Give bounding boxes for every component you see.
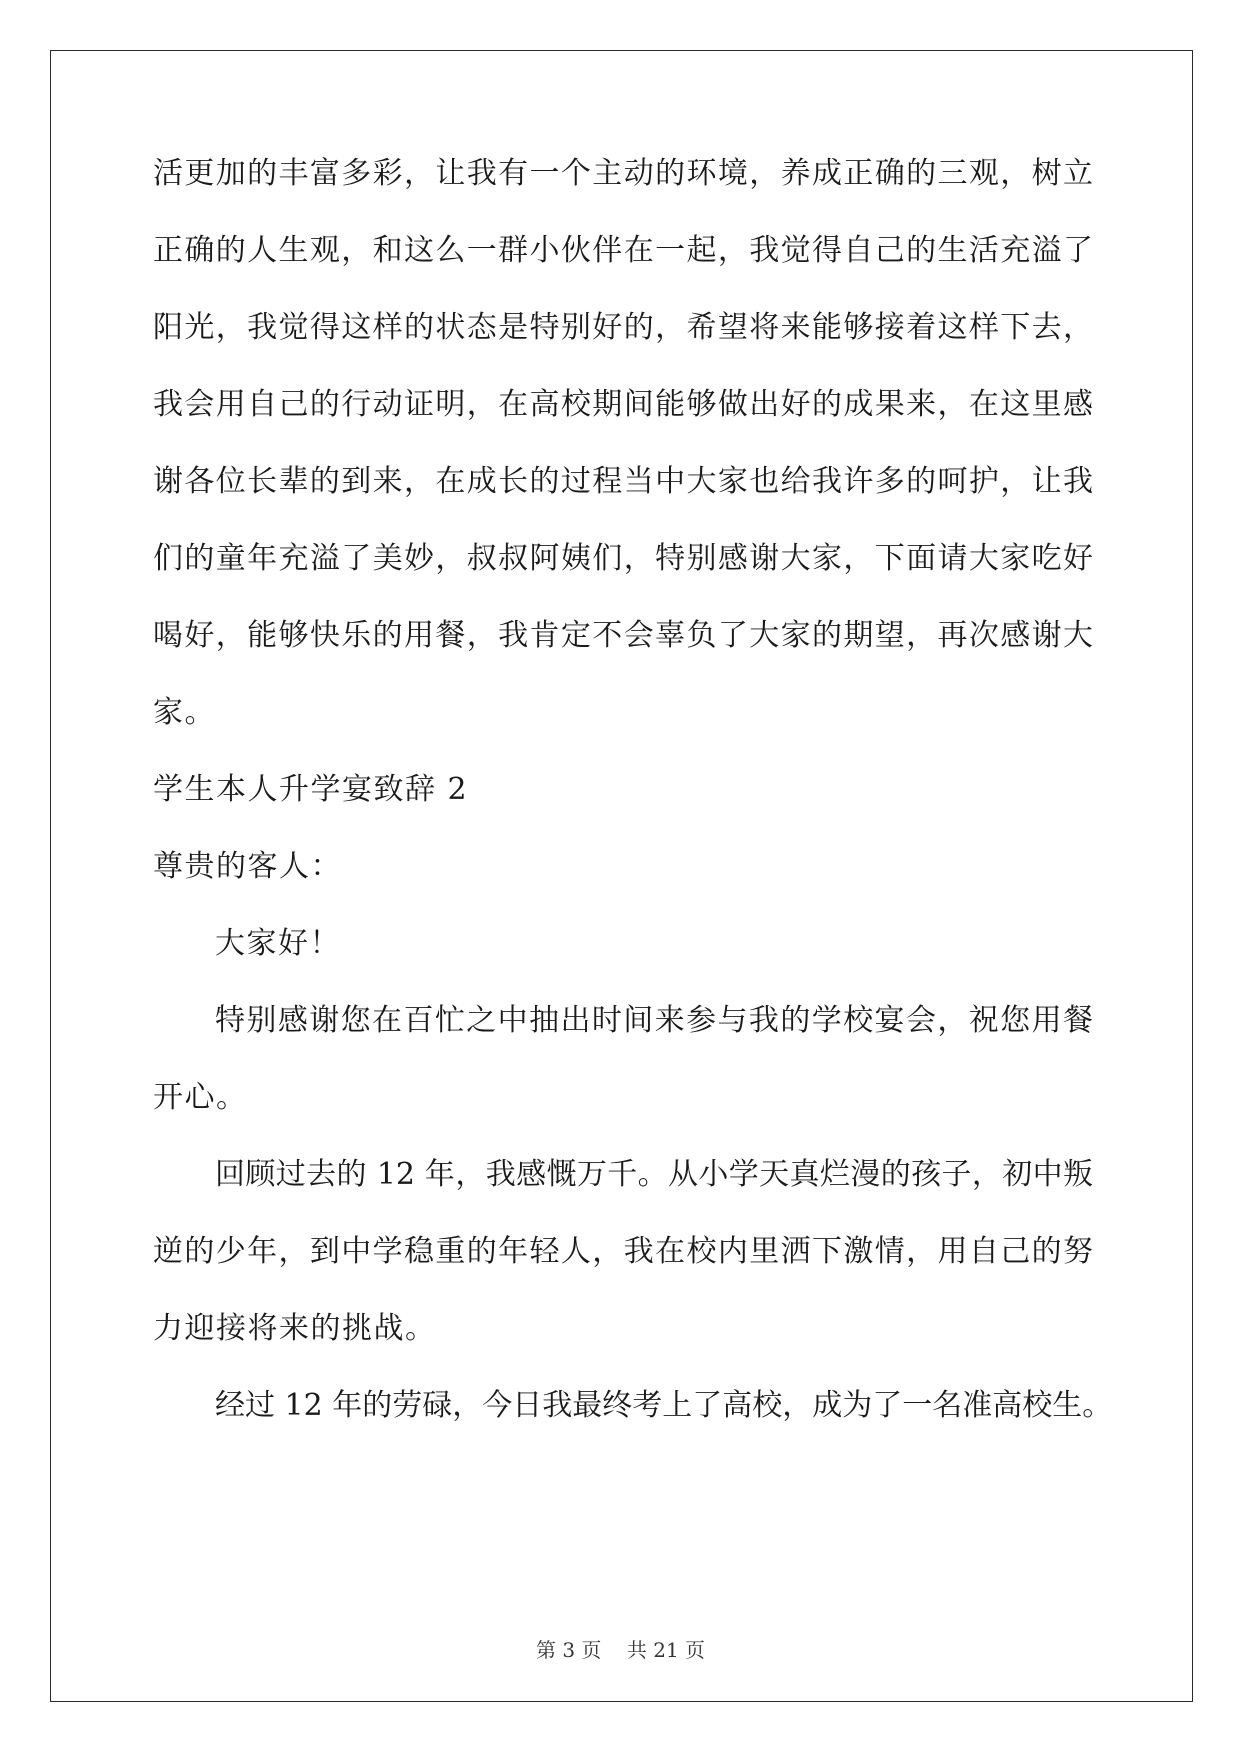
- greeting: 大家好！: [215, 926, 341, 961]
- page-number: 第 3 页: [535, 1638, 602, 1662]
- paragraph-line: 开心。: [153, 1080, 248, 1115]
- paragraph-line: 力迎接将来的挑战。: [153, 1311, 437, 1346]
- paragraph-line: 阳光，我觉得这样的状态是特别好的，希望将来能够接着这样下去，: [153, 310, 1093, 345]
- paragraph-line: 正确的人生观，和这么一群小伙伴在一起，我觉得自己的生活充溢了: [153, 233, 1093, 268]
- paragraph-line: 逆的少年，到中学稳重的年轻人，我在校内里洒下激情，用自己的努: [153, 1234, 1093, 1269]
- page-footer: [0, 1634, 1241, 1663]
- paragraph-line: 谢各位长辈的到来，在成长的过程当中大家也给我许多的呵护，让我: [153, 464, 1093, 499]
- paragraph-line: 喝好，能够快乐的用餐，我肯定不会辜负了大家的期望，再次感谢大: [153, 618, 1093, 653]
- paragraph-line: 特别感谢您在百忙之中抽出时间来参与我的学校宴会，祝您用餐: [215, 1003, 1093, 1038]
- paragraph-line: 家。: [153, 695, 216, 730]
- document-body: [153, 155, 1113, 1464]
- section-heading: 学生本人升学宴致辞 2: [153, 772, 469, 807]
- paragraph-line: 回顾过去的 12 年，我感慨万千。从小学天真烂漫的孩子，初中叛: [215, 1157, 1093, 1192]
- paragraph-line: 我会用自己的行动证明，在高校期间能够做出好的成果来，在这里感: [153, 387, 1093, 422]
- paragraph-line: 活更加的丰富多彩，让我有一个主动的环境，养成正确的三观，树立: [153, 156, 1093, 191]
- salutation: 尊贵的客人：: [153, 849, 342, 884]
- paragraph-line: 们的童年充溢了美妙，叔叔阿姨们，特别感谢大家，下面请大家吃好: [153, 541, 1093, 576]
- paragraph-line: 经过 12 年的劳碌，今日我最终考上了高校，成为了一名准高校生。: [215, 1388, 1113, 1423]
- page-total: 共 21 页: [626, 1638, 706, 1662]
